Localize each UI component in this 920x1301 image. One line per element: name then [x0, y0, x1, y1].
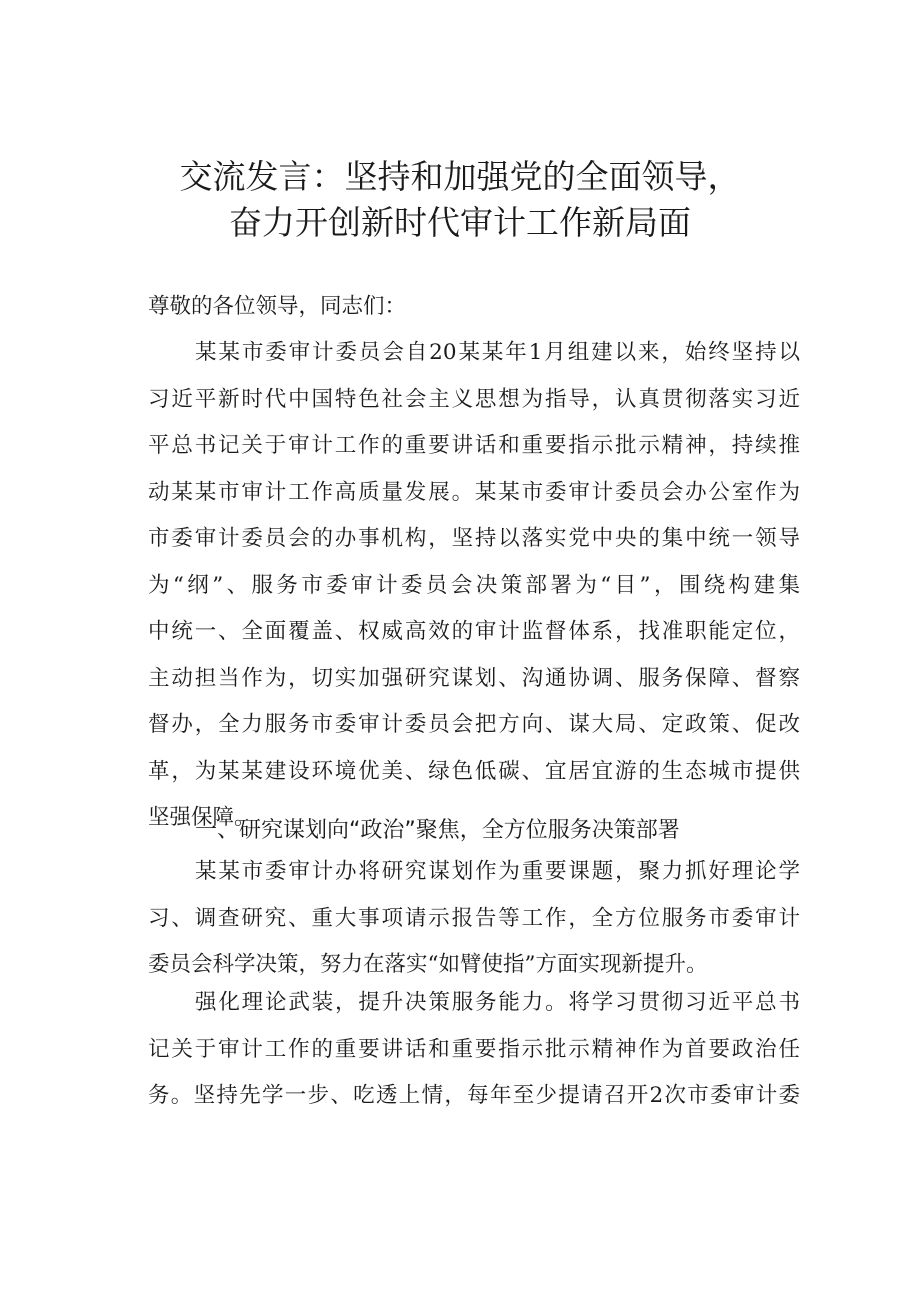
salutation: 尊敬的各位领导，同志们：	[148, 294, 407, 319]
paragraph-line: 记关于审计工作的重要讲话和重要指示批示精神作为首要政治任	[148, 1036, 800, 1062]
section-heading-1: 一、研究谋划向“政治”聚焦，全方位服务决策部署	[195, 818, 680, 843]
paragraph-line: 革，为某某建设环境优美、绿色低碳、宜居宜游的生态城市提供	[148, 758, 800, 784]
paragraph-line: 某某市委审计办将研究谋划作为重要课题，聚力抓好理论学	[195, 859, 800, 884]
paragraph-line: 督办，全力服务市委审计委员会把方向、谋大局、定政策、促改	[148, 712, 800, 737]
salutation-block	[148, 284, 800, 331]
paragraph-line: 务。坚持先学一步、吃透上情，每年至少提请召开2次市委审计委	[148, 1083, 800, 1108]
document-title-line-1: 交流发言：坚持和加强党的全面领导，	[179, 157, 741, 196]
paragraph-2	[148, 849, 800, 989]
paragraph-line: 平总书记关于审计工作的重要讲话和重要指示批示精神，持续推	[148, 433, 800, 458]
paragraph-line: 强化理论武装，提升决策服务能力。将学习贯彻习近平总书	[195, 990, 800, 1015]
document-title-line-2: 奋力开创新时代审计工作新局面	[229, 203, 691, 242]
paragraph-3	[148, 980, 800, 1120]
paragraph-line: 习、调查研究、重大事项请示报告等工作，全方位服务市委审计	[148, 905, 800, 931]
paragraph-line: 主动担当作为，切实加强研究谋划、沟通协调、服务保障、督察	[148, 665, 800, 691]
paragraph-line: 中统一、全面覆盖、权威高效的审计监督体系，找准职能定位，	[148, 619, 800, 644]
paragraph-line: 某某市委审计委员会自20某某年1月组建以来，始终坚持以	[195, 340, 800, 365]
paragraph-line: 动某某市审计工作高质量发展。某某市委审计委员会办公室作为	[148, 479, 800, 505]
paragraph-1	[148, 330, 800, 842]
paragraph-line: 为“纲”、服务市委审计委员会决策部署为“目”，围绕构建集	[148, 572, 800, 598]
paragraph-line: 市委审计委员会的办事机构，坚持以落实党中央的集中统一领导	[148, 526, 800, 551]
paragraph-line: 坚强保障。	[148, 805, 256, 830]
paragraph-line: 委员会科学决策，努力在落实“如臂使指”方面实现新提升。	[148, 952, 708, 977]
paragraph-line: 习近平新时代中国特色社会主义思想为指导，认真贯彻落实习近	[148, 386, 800, 412]
